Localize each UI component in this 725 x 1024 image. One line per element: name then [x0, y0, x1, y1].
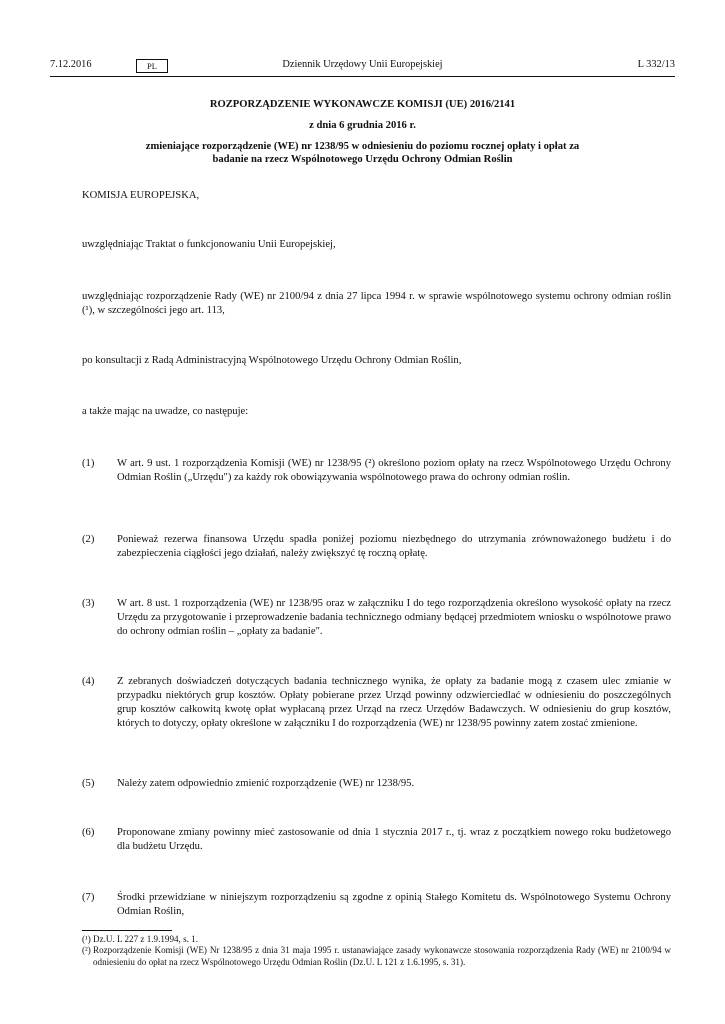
preamble-treaty: uwzględniając Traktat o funkcjonowaniu Unii Europejskiej, [82, 239, 336, 250]
recital-text: Ponieważ rezerwa finansowa Urzędu spadła poniżej poziomu niezbędnego do utrzymania zrównoważonego budżetu i do zabezpieczenia ciągłości jego działań, należy zwiększyć tę roczną opłatę. [117, 534, 671, 559]
recital-number: (4) [82, 676, 95, 687]
recital-7 [82, 891, 671, 919]
regulation-title: ROZPORZĄDZENIE WYKONAWCZE KOMISJI (UE) 2016/2141 [209, 99, 516, 110]
regulation-date: z dnia 6 grudnia 2016 r. [309, 120, 416, 131]
footnote-text: Dz.U. L 227 z 1.9.1994, s. 1. [93, 934, 198, 944]
recital-number: (2) [82, 534, 95, 545]
recital-number: (7) [82, 892, 95, 903]
recital-text: W art. 8 ust. 1 rozporządzenia (WE) nr 1238/95 oraz w załączniku I do tego rozporządzenia określono wysokość opłaty na rzecz Urzędu za przygotowanie i przeprowadzenie badania technicznego odmiany będącej przedmiotem wniosku o wspólnotowe prawo do ochrony odmian roślin – „opłaty za badanie". [117, 598, 671, 637]
preamble-whereas: a także mając na uwadze, co następuje: [82, 406, 249, 417]
recital-text: Z zebranych doświadczeń dotyczących badania technicznego wynika, że opłaty za badanie mogą z czasem ulec zmianie w przypadku niektórych grup kosztów. Opłaty pobierane przez Urząd powinny odzwierciedlać w odniesieniu do poszczególnych grup kosztów całkowitą kwotę opłat wypłacaną przez Urząd na rzecz Urzędów Badawczych. W odniesieniu do grup kosztów, których to dotyczy, opłaty określone w załączniku I do rozporządzenia (WE) nr 1238/95 powinny zatem zostać zmienione. [117, 676, 671, 729]
footnote-divider [82, 930, 172, 931]
recital-2 [82, 533, 671, 561]
publication-date: 7.12.2016 [50, 59, 92, 70]
recital-6 [82, 826, 671, 854]
journal-title: Dziennik Urzędowy Unii Europejskiej [282, 59, 443, 70]
recital-number: (1) [82, 458, 95, 469]
recital-number: (5) [82, 778, 95, 789]
footnote-2 [82, 945, 671, 968]
header-divider [50, 76, 675, 77]
recital-3 [82, 597, 671, 639]
recital-text: Proponowane zmiany powinny mieć zastosowanie od dnia 1 stycznia 2017 r., tj. wraz z początkiem nowego roku budżetowego dla budżetu Urzędu. [117, 827, 671, 852]
recital-number: (6) [82, 827, 95, 838]
footnote-text: Rozporządzenie Komisji (WE) Nr 1238/95 z dnia 31 maja 1995 r. ustanawiające zasady wykonawcze stosowania rozporządzenia Rady (WE) nr 2100/94 w odniesieniu do opłat na rzecz Wspólnotowego Urzędu Odmian Roślin (Dz.U. L 121 z 1.6.1995, s. 31). [93, 945, 671, 967]
language-badge: PL [136, 59, 168, 73]
regulation-subject-line1: zmieniające rozporządzenie (WE) nr 1238/95 w odniesieniu do poziomu rocznej opłaty i opłat za [145, 141, 580, 152]
recital-4 [82, 675, 671, 731]
recital-text: W art. 9 ust. 1 rozporządzenia Komisji (WE) nr 1238/95 (²) określono poziom opłaty na rzecz Wspólnotowego Urzędu Ochrony Odmian Roślin („Urzędu") za każdy rok obowiązywania wspólnotowego prawa do ochrony odmian roślin. [117, 458, 671, 483]
recital-1 [82, 457, 671, 485]
page-number: L 332/13 [637, 59, 675, 70]
preamble-commission: KOMISJA EUROPEJSKA, [82, 190, 200, 201]
recital-5 [82, 777, 671, 791]
preamble-consultation: po konsultacji z Radą Administracyjną Wspólnotowego Urzędu Ochrony Odmian Roślin, [82, 355, 462, 366]
recital-text: Środki przewidziane w niniejszym rozporządzeniu są zgodne z opinią Stałego Komitetu ds. Wspólnotowego Systemu Ochrony Odmian Roślin, [117, 892, 671, 917]
footnote-number: (¹) [82, 934, 91, 944]
recital-text: Należy zatem odpowiednio zmienić rozporządzenie (WE) nr 1238/95. [117, 778, 415, 789]
preamble-council-regulation: uwzględniając rozporządzenie Rady (WE) nr 2100/94 z dnia 27 lipca 1994 r. w sprawie wspólnotowego systemu ochrony odmian roślin (¹), w szczególności jego art. 113, [82, 291, 671, 316]
page-header [50, 59, 675, 75]
regulation-subject-line2: badanie na rzecz Wspólnotowego Urzędu Ochrony Odmian Roślin [212, 154, 513, 165]
footnote-number: (²) [82, 945, 91, 955]
recital-number: (3) [82, 598, 95, 609]
footnote-1 [82, 934, 671, 946]
